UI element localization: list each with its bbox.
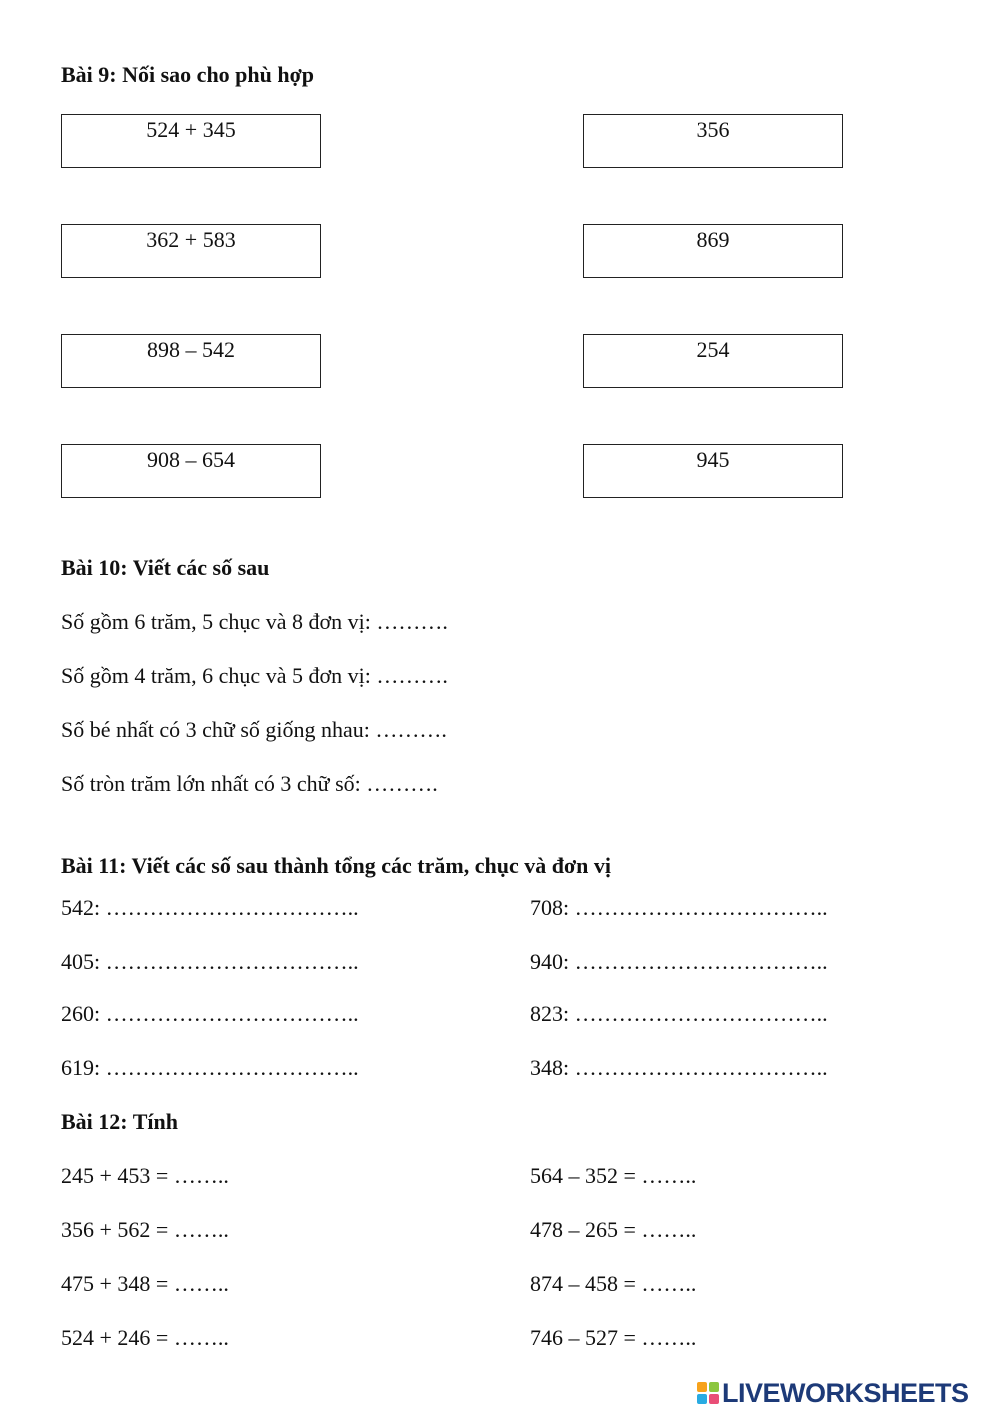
logo-square-4	[709, 1394, 719, 1404]
match-right-box-3: 254	[583, 334, 843, 388]
bai10-line-3: Số bé nhất có 3 chữ số giống nhau: ……….	[61, 717, 447, 742]
bai11-right-3: 823: ……………………………..	[530, 1001, 828, 1026]
liveworksheets-logo-icon	[697, 1382, 719, 1404]
bai11-left-1: 542: ……………………………..	[61, 895, 359, 920]
logo-square-1	[697, 1382, 707, 1392]
bai12-left-1: 245 + 453 = ……..	[61, 1163, 229, 1188]
match-left-box-4: 908 – 654	[61, 444, 321, 498]
match-left-box-1: 524 + 345	[61, 114, 321, 168]
match-left-box-2: 362 + 583	[61, 224, 321, 278]
logo-square-3	[697, 1394, 707, 1404]
match-left-box-3: 898 – 542	[61, 334, 321, 388]
bai10-line-2: Số gồm 4 trăm, 6 chục và 5 đơn vị: ……….	[61, 663, 448, 688]
bai12-left-2: 356 + 562 = ……..	[61, 1217, 229, 1242]
bai11-left-2: 405: ……………………………..	[61, 949, 359, 974]
bai12-right-3: 874 – 458 = ……..	[530, 1271, 697, 1296]
bai12-right-2: 478 – 265 = ……..	[530, 1217, 697, 1242]
bai11-title: Bài 11: Viết các số sau thành tổng các trăm, chục và đơn vị	[61, 853, 611, 878]
bai11-right-1: 708: ……………………………..	[530, 895, 828, 920]
bai11-right-4: 348: ……………………………..	[530, 1055, 828, 1080]
bai10-line-4: Số tròn trăm lớn nhất có 3 chữ số: ……….	[61, 771, 438, 796]
liveworksheets-logo-text: LIVEWORKSHEETS	[722, 1377, 969, 1408]
logo-square-2	[709, 1382, 719, 1392]
bai12-left-3: 475 + 348 = ……..	[61, 1271, 229, 1296]
liveworksheets-logo	[697, 1378, 993, 1408]
bai12-right-1: 564 – 352 = ……..	[530, 1163, 697, 1188]
bai12-left-4: 524 + 246 = ……..	[61, 1325, 229, 1350]
bai12-right-4: 746 – 527 = ……..	[530, 1325, 697, 1350]
bai9-title: Bài 9: Nối sao cho phù hợp	[61, 62, 315, 87]
match-right-box-4: 945	[583, 444, 843, 498]
bai11-left-3: 260: ……………………………..	[61, 1001, 359, 1026]
bai10-title: Bài 10: Viết các số sau	[61, 555, 270, 580]
bai11-right-2: 940: ……………………………..	[530, 949, 828, 974]
bai10-line-1: Số gồm 6 trăm, 5 chục và 8 đơn vị: ……….	[61, 609, 448, 634]
bai12-title: Bài 12: Tính	[61, 1109, 178, 1134]
match-right-box-2: 869	[583, 224, 843, 278]
bai11-left-4: 619: ……………………………..	[61, 1055, 359, 1080]
match-right-box-1: 356	[583, 114, 843, 168]
